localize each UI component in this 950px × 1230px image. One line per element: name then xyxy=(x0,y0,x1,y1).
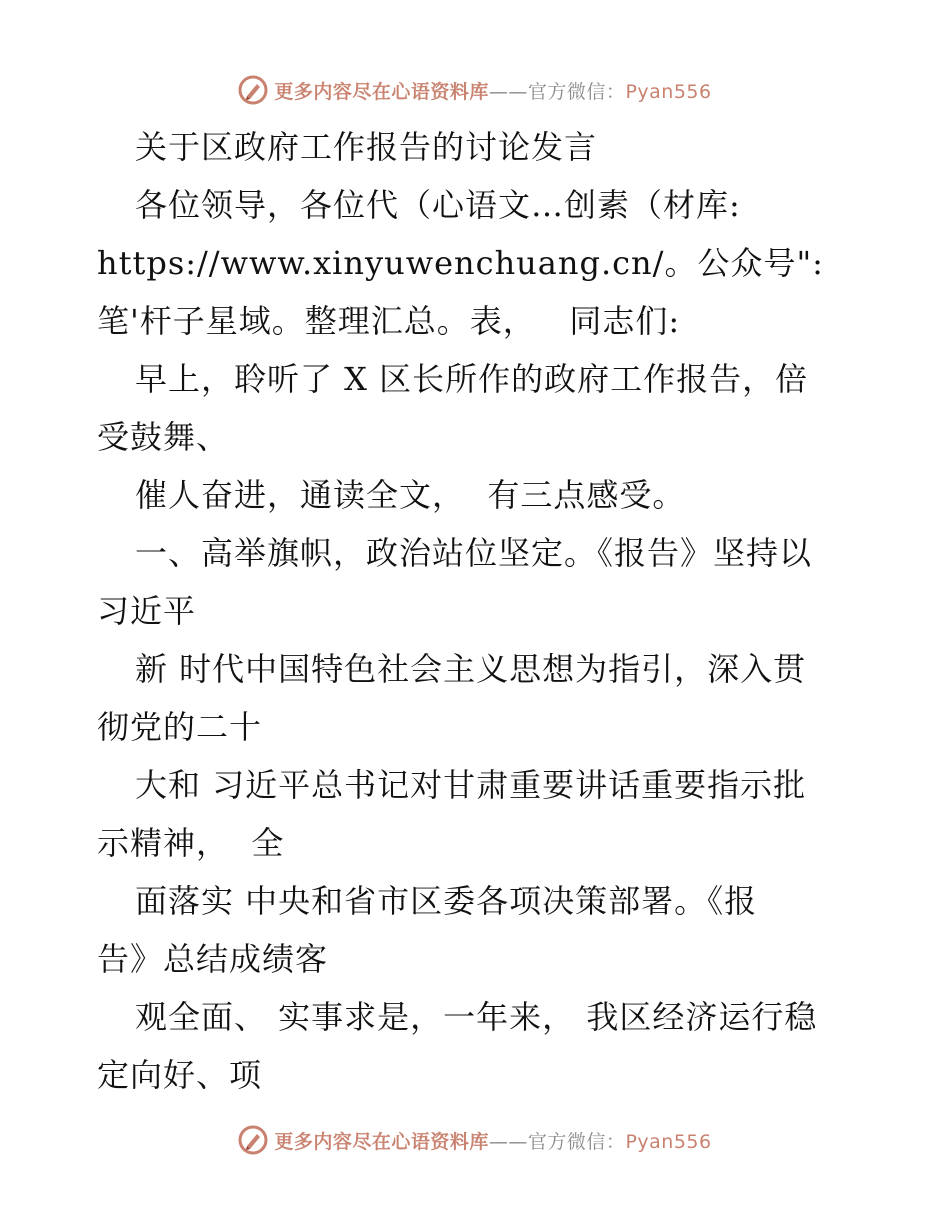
text-line: 观全面、 实事求是，一年来， 我区经济运行稳 xyxy=(135,998,818,1036)
text-line: 面落实 中央和省市区委各项决策部署。《报 xyxy=(135,882,758,920)
watermark-label: 官方微信： xyxy=(527,80,626,103)
text-line: 彻党的二十 xyxy=(97,708,263,746)
watermark-label: 官方微信： xyxy=(527,1130,626,1153)
text-line: 各位领导，各位代（心语文…创素（材库: xyxy=(135,186,741,224)
pen-logo-icon xyxy=(238,75,268,105)
header-watermark xyxy=(0,72,950,108)
text-line: 新 时代中国特色社会主义思想为指引，深入贯 xyxy=(135,650,807,688)
text-line: 早上，聆听了 X 区长所作的政府工作报告，倍 xyxy=(135,360,809,398)
watermark-text xyxy=(274,77,711,104)
watermark-text xyxy=(274,1127,711,1154)
text-line: 笔'杆子星域。整理汇总。表， 同志们: xyxy=(97,302,681,340)
watermark-id: Pyan556 xyxy=(625,1130,712,1153)
text-line: 大和 习近平总书记对甘肃重要讲话重要指示批 xyxy=(135,766,807,804)
pen-logo-icon xyxy=(238,1125,268,1155)
text-line: 习近平 xyxy=(97,592,197,630)
text-line: 告》总结成绩客 xyxy=(97,940,329,978)
document-body xyxy=(97,118,867,1104)
footer-watermark xyxy=(0,1122,950,1158)
watermark-main: 更多内容尽在心语资料库 xyxy=(274,80,489,103)
watermark-main: 更多内容尽在心语资料库 xyxy=(274,1130,489,1153)
text-line: 一、高举旗帜，政治站位坚定。《报告》坚持以 xyxy=(135,534,813,572)
text-line: 示精神， 全 xyxy=(97,824,285,862)
text-line: 受鼓舞、 xyxy=(97,418,230,456)
text-line: https://www.xinyuwenchuang.cn/。公众号": xyxy=(97,244,824,282)
watermark-sep: —— xyxy=(488,80,528,103)
document-title: 关于区政府工作报告的讨论发言 xyxy=(135,128,598,166)
text-line: 催人奋进，通读全文， 有三点感受。 xyxy=(135,476,686,514)
watermark-id: Pyan556 xyxy=(625,80,712,103)
text-line: 定向好、项 xyxy=(97,1056,263,1094)
watermark-sep: —— xyxy=(488,1130,528,1153)
